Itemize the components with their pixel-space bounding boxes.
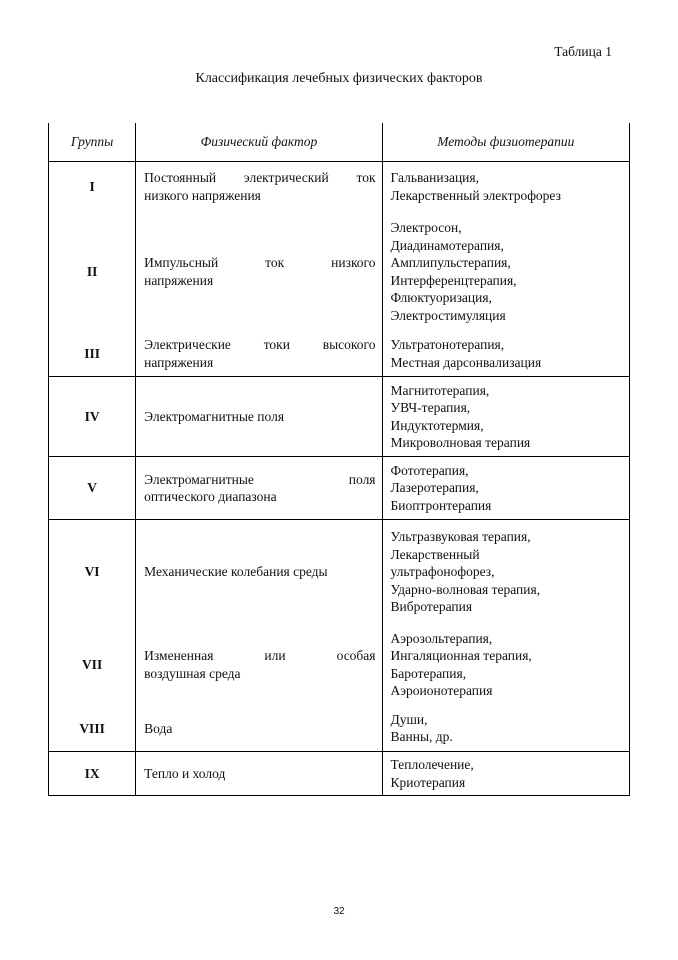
physical-factor: Постоянный электрический ток низкого напряжения [136,162,382,212]
group-number: V [49,457,136,520]
table-row [49,457,630,520]
group-number: III [49,332,136,377]
group-number: IX [49,752,136,796]
group-number: IV [49,377,136,457]
table-title: Классификация лечебных физических факторов [195,71,483,86]
group-number: VI [49,520,136,624]
group-number: II [49,212,136,332]
table-header-row [49,123,630,162]
physical-factor: Измененная или особая воздушная среда [136,624,382,706]
table-row [49,212,630,332]
group-number: VII [49,624,136,706]
physical-factor: Электромагнитные поля [136,377,382,457]
table-number: Таблица 1 [554,44,612,59]
header-methods: Методы физиотерапии [382,123,629,162]
physical-factor: Электрические токи высокого напряжения [136,332,382,377]
table-row [49,624,630,706]
therapy-methods: Магнитотерапия, УВЧ-терапия, Индуктотермия, Микроволновая терапия [382,377,629,457]
physical-factor: Механические колебания среды [136,520,382,624]
table-row [49,752,630,796]
therapy-methods: Гальванизация, Лекарственный электрофорез [382,162,629,212]
table-row [49,162,630,212]
group-number: I [49,162,136,212]
therapy-methods: Фототерапия, Лазеротерапия, Биоптронтерапия [382,457,629,520]
physical-factor: Вода [136,706,382,752]
header-groups: Группы [49,123,136,162]
table-row [49,706,630,752]
header-factor: Физический фактор [136,123,382,162]
table-row [49,520,630,624]
table-row [49,332,630,377]
physical-factor: Электромагнитные поля оптического диапазона [136,457,382,520]
page-number: 32 [333,906,345,917]
classification-table [48,123,630,796]
therapy-methods: Электросон, Диадинамотерапия, Амплипульстерапия, Интерференцтерапия, Флюктуоризация, Электростимуляция [382,212,629,332]
therapy-methods: Ультратонотерапия, Местная дарсонвализация [382,332,629,377]
therapy-methods: Души, Ванны, др. [382,706,629,752]
therapy-methods: Аэрозольтерапия, Ингаляционная терапия, Баротерапия, Аэроионотерапия [382,624,629,706]
table-row [49,377,630,457]
physical-factor: Тепло и холод [136,752,382,796]
therapy-methods: Теплолечение, Криотерапия [382,752,629,796]
therapy-methods: Ультразвуковая терапия, Лекарственный ультрафонофорез, Ударно-волновая терапия, Вибротерапия [382,520,629,624]
physical-factor: Импульсный ток низкого напряжения [136,212,382,332]
group-number: VIII [49,706,136,752]
